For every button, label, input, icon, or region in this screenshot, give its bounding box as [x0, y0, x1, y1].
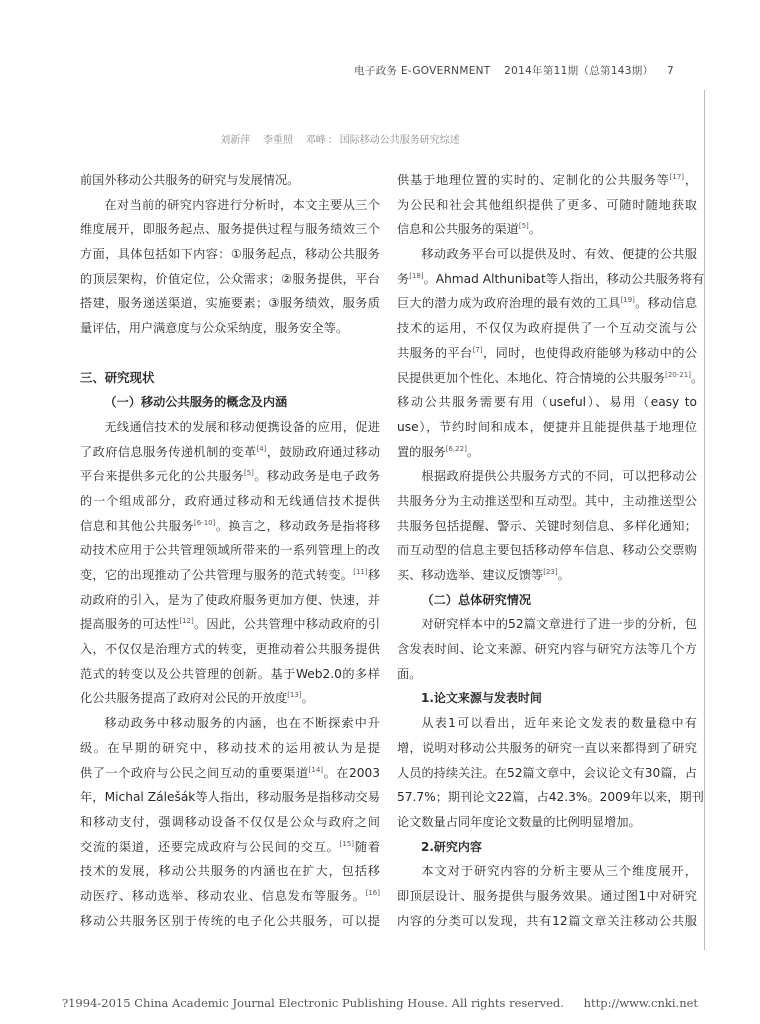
line-text: 无线通信技术的发展和移动便携设备的应用，促进	[104, 419, 380, 434]
line-text: 面。	[397, 666, 422, 681]
footer	[0, 996, 760, 1010]
right-line	[397, 168, 697, 193]
line-text: 前国外移动公共服务的研究与发展情况。	[80, 173, 300, 187]
line-text: 民提供更加个性化、本地化、符合情境的公共服务	[397, 370, 666, 385]
line-text: 化公共服务提高了政府对公民的开放度	[80, 691, 288, 706]
line-text: 级。在早期的研究中，移动技术的运用被认为是提	[80, 740, 380, 755]
line-text: 而互动型的信息主要包括移动停车信息、移动公交票购	[397, 543, 697, 558]
right-line	[397, 563, 697, 588]
line-text: 信息和公共服务的渠道	[397, 222, 519, 237]
citation-ref: [5]	[518, 222, 529, 231]
citation-ref: [17]	[669, 172, 685, 181]
citation-ref: [7]	[472, 345, 483, 354]
left-line	[80, 440, 380, 465]
line-text: 的顶层架构，价值定位，公众需求；②服务提供，平台	[80, 271, 380, 286]
line-text: use），节约时间和成本，便捷并且能提供基于地理位	[397, 419, 697, 434]
right-line	[397, 909, 697, 934]
line-text-after: 移	[367, 568, 381, 582]
line-text: 量评估，用户满意度与公众采纳度，服务安全等。	[80, 321, 349, 336]
line-text: 2.研究内容	[421, 839, 482, 854]
citation-ref: [20-21]	[665, 370, 691, 379]
line-text: 移动公共服务需要有用（useful）、易用（easy to	[397, 395, 697, 410]
line-text: 内容的分类可以发现，共有12篇文章关注移动公共服	[397, 913, 697, 928]
line-text: 从表1可以看出，近年来论文发表的数量稳中有	[421, 716, 697, 731]
right-line	[397, 193, 697, 218]
right-line	[397, 366, 704, 391]
citation-ref: [19]	[620, 296, 635, 305]
left-line	[80, 736, 380, 761]
line-text: 技术的发展，移动公共服务的内涵也在扩大，包括移	[80, 864, 380, 879]
left-line	[80, 686, 380, 711]
right-line	[397, 884, 697, 909]
line-text: 务	[397, 271, 410, 286]
right-line	[397, 390, 697, 415]
citation-ref: [6,22]	[445, 444, 467, 453]
line-text: 方面，具体包括如下内容：①服务起点，移动公共服务	[80, 247, 380, 262]
line-text: 共服务的平台	[397, 345, 473, 360]
line-text: 的一个组成部分，政府通过移动和无线通信技术提供	[80, 493, 380, 508]
copyright-notice: ?1994-2015 China Academic Journal Electronic Publishing House. All rights reserved.	[61, 996, 564, 1010]
right-line	[397, 736, 697, 761]
running-title	[0, 131, 680, 146]
right-line	[397, 267, 705, 292]
line-text: 移动政务中移动服务的内涵，也在不断探索中升	[104, 716, 380, 731]
line-text: 移动政务平台可以提供及时、有效、便捷的公共服	[421, 247, 697, 262]
right-line	[397, 612, 697, 637]
left-line	[80, 538, 380, 563]
left-line	[80, 711, 380, 736]
line-text: 供基于地理位置的实时的、定制化的公共服务等	[397, 173, 670, 187]
header-rule	[704, 90, 705, 950]
citation-ref: [4]	[256, 444, 267, 453]
line-text-after: 。移动政务是电子政务	[253, 469, 381, 484]
line-text-after: 。Ahmad Althunibat等人指出，移动公共服务将有	[423, 271, 705, 286]
right-line	[397, 859, 697, 884]
right-line	[397, 514, 697, 539]
left-line	[80, 637, 380, 662]
page-number: 7	[667, 65, 674, 77]
line-text: 共服务包括提醒、警示、关键时刻信息、多样化通知；	[397, 518, 697, 533]
line-text: 买、移动选举、建议反馈等	[397, 568, 544, 582]
line-text: 供了一个政府与公民之间互动的重要渠道	[80, 765, 309, 780]
left-line	[80, 612, 380, 637]
line-text: 动政府的引入，是为了使政府服务更加方便、快速，并	[80, 592, 380, 607]
right-line	[397, 588, 697, 613]
cnki-link[interactable]: http://www.cnki.net	[583, 996, 699, 1010]
right-line	[397, 761, 697, 786]
left-line	[80, 366, 380, 391]
line-text: 移动公共服务区别于传统的电子化公共服务，可以提	[80, 913, 380, 928]
left-line	[80, 810, 380, 835]
right-line	[397, 341, 697, 366]
right-line	[397, 711, 697, 736]
running-header	[344, 63, 674, 78]
right-line	[397, 291, 697, 316]
citation-ref: [5]	[243, 469, 254, 478]
right-line	[397, 464, 697, 489]
line-text-after: 。在2003	[323, 765, 380, 780]
line-text: 交流的渠道，还要完成政府与公民间的交互。	[80, 839, 340, 854]
citation-ref: [6-10]	[194, 518, 216, 527]
left-line	[80, 514, 380, 539]
left-line	[80, 489, 380, 514]
line-text: 范式的转变以及公共管理的创新。基于Web2.0的多样	[80, 666, 380, 681]
left-line	[80, 662, 380, 687]
line-text: 维度展开，即服务起点、服务提供过程与服务绩效三个	[80, 222, 380, 237]
author-3: 邓峰	[305, 135, 326, 146]
line-text-after: ，鼓励政府通过移动	[266, 444, 381, 459]
line-text: 57.7%；期刊论文22篇，占42.3%。2009年以来，期刊	[397, 790, 704, 805]
left-line	[80, 859, 380, 884]
right-line	[397, 835, 697, 860]
line-text: 置的服务	[397, 444, 446, 459]
issue-info: 2014年第11期（总第143期）	[504, 65, 654, 77]
line-text: 信息和其他公共服务	[80, 518, 194, 533]
author-2: 李重照	[263, 135, 293, 146]
title-separator: ：	[327, 135, 338, 146]
line-text: 巨大的潜力成为政府治理的最有效的工具	[397, 296, 621, 311]
citation-ref: [16]	[365, 888, 380, 897]
left-line	[80, 193, 380, 218]
line-text: 即顶层设计、服务提供与服务效果。通过图1中对研究	[397, 888, 697, 903]
left-line	[80, 341, 380, 366]
right-line	[397, 785, 704, 810]
left-line	[80, 415, 380, 440]
left-line	[80, 168, 380, 193]
right-line	[397, 217, 697, 242]
line-text: 和移动支付，强调移动设备不仅仅是公众与政府之间	[80, 814, 380, 829]
line-text-after: 。	[528, 222, 541, 237]
line-text: 变，它的出现推动了公共管理与服务的范式转变。	[80, 568, 354, 582]
line-text: 了政府信息服务传递机制的变革	[80, 444, 257, 459]
line-text-after: 。	[466, 444, 479, 459]
line-text: 动技术应用于公共管理领域所带来的一系列管理上的改	[80, 543, 380, 558]
right-line	[397, 637, 697, 662]
line-text-after: 。因此，公共管理中移动政府的引	[193, 617, 381, 632]
line-text-after: 。	[301, 691, 314, 706]
line-text: 三、研究现状	[80, 369, 155, 385]
line-text-after: ，	[684, 173, 698, 187]
line-text: 人员的持续关注。在52篇文章中，会议论文有30篇，占	[397, 765, 697, 780]
line-text-after: ，同时，也使得政府能够为移动中的公	[482, 345, 698, 360]
citation-ref: [18]	[409, 271, 424, 280]
line-text: 共服务分为主动推送型和互动型。其中，主动推送型公	[397, 493, 697, 508]
line-text: 年，Michal Zálešák等人指出，移动服务是指移动交易	[80, 790, 380, 805]
line-text: 对研究样本中的52篇文章进行了进一步的分析，包	[421, 617, 697, 632]
right-line	[397, 316, 697, 341]
left-line	[80, 291, 380, 316]
left-line	[80, 316, 380, 341]
right-line	[397, 686, 697, 711]
left-line	[80, 390, 380, 415]
line-text: 本文对于研究内容的分析主要从三个维度展开，	[421, 864, 697, 879]
left-line	[80, 588, 380, 613]
left-line	[80, 464, 380, 489]
author-1: 刘新萍	[220, 135, 251, 146]
line-text: 为公民和社会其他组织提供了更多、可随时随地获取	[397, 197, 697, 212]
line-text: 技术的运用，不仅仅为政府提供了一个互动交流与公	[397, 321, 697, 336]
citation-ref: [23]	[543, 567, 558, 576]
line-text-after: 。移动信息	[634, 296, 698, 311]
left-line	[80, 761, 380, 786]
line-text-after: 。	[690, 370, 704, 385]
right-line	[397, 662, 697, 687]
right-column	[397, 168, 705, 933]
line-text: 在对当前的研究内容进行分析时，本文主要从三个	[104, 197, 380, 212]
line-text-after: 。	[557, 568, 570, 582]
right-line	[397, 415, 697, 440]
paper-title: 国际移动公共服务研究综述	[339, 135, 460, 146]
left-column	[80, 168, 380, 933]
left-line	[80, 217, 380, 242]
line-text: 1.论文来源与发表时间	[421, 691, 542, 706]
right-line	[397, 489, 697, 514]
line-text-after: 随着	[354, 839, 381, 854]
line-text: （二）总体研究情况	[421, 592, 532, 607]
citation-ref: [13]	[287, 691, 302, 700]
line-text: 平台来提供多元化的公共服务	[80, 469, 244, 484]
citation-ref: [11]	[353, 567, 368, 576]
line-text: 论文数量占同年度论文数量的比例明显增加。	[397, 814, 641, 829]
line-text: 增，说明对移动公共服务的研究一直以来都得到了研究	[397, 740, 697, 755]
line-text: 提高服务的可达性	[80, 617, 180, 632]
left-line	[80, 909, 380, 934]
left-line	[80, 242, 380, 267]
right-line	[397, 242, 697, 267]
left-line	[80, 884, 380, 909]
right-line	[397, 810, 697, 835]
left-line	[80, 785, 380, 810]
line-text: 含发表时间、论文来源、研究内容与研究方法等几个方	[397, 642, 697, 657]
citation-ref: [14]	[308, 765, 324, 774]
line-text: （一）移动公共服务的概念及内涵	[104, 395, 288, 410]
left-line	[80, 267, 380, 292]
left-line	[80, 835, 380, 860]
line-text: 动医疗、移动选举、移动农业、信息发布等服务。	[80, 888, 366, 903]
line-text-after: 。换言之，移动政务是指将移	[215, 518, 381, 533]
right-line	[397, 538, 697, 563]
line-text: 根据政府提供公共服务方式的不同，可以把移动公	[421, 469, 697, 484]
left-line	[80, 563, 380, 588]
line-text: 入，不仅仅是治理方式的转变，更推动着公共服务提供	[80, 642, 380, 657]
line-text: 搭建，服务递送渠道，实施要素；③服务绩效，服务质	[80, 296, 380, 311]
citation-ref: [12]	[179, 617, 194, 626]
journal-name: 电子政务 E-GOVERNMENT	[354, 65, 491, 77]
citation-ref: [15]	[339, 839, 355, 848]
right-line	[397, 440, 697, 465]
